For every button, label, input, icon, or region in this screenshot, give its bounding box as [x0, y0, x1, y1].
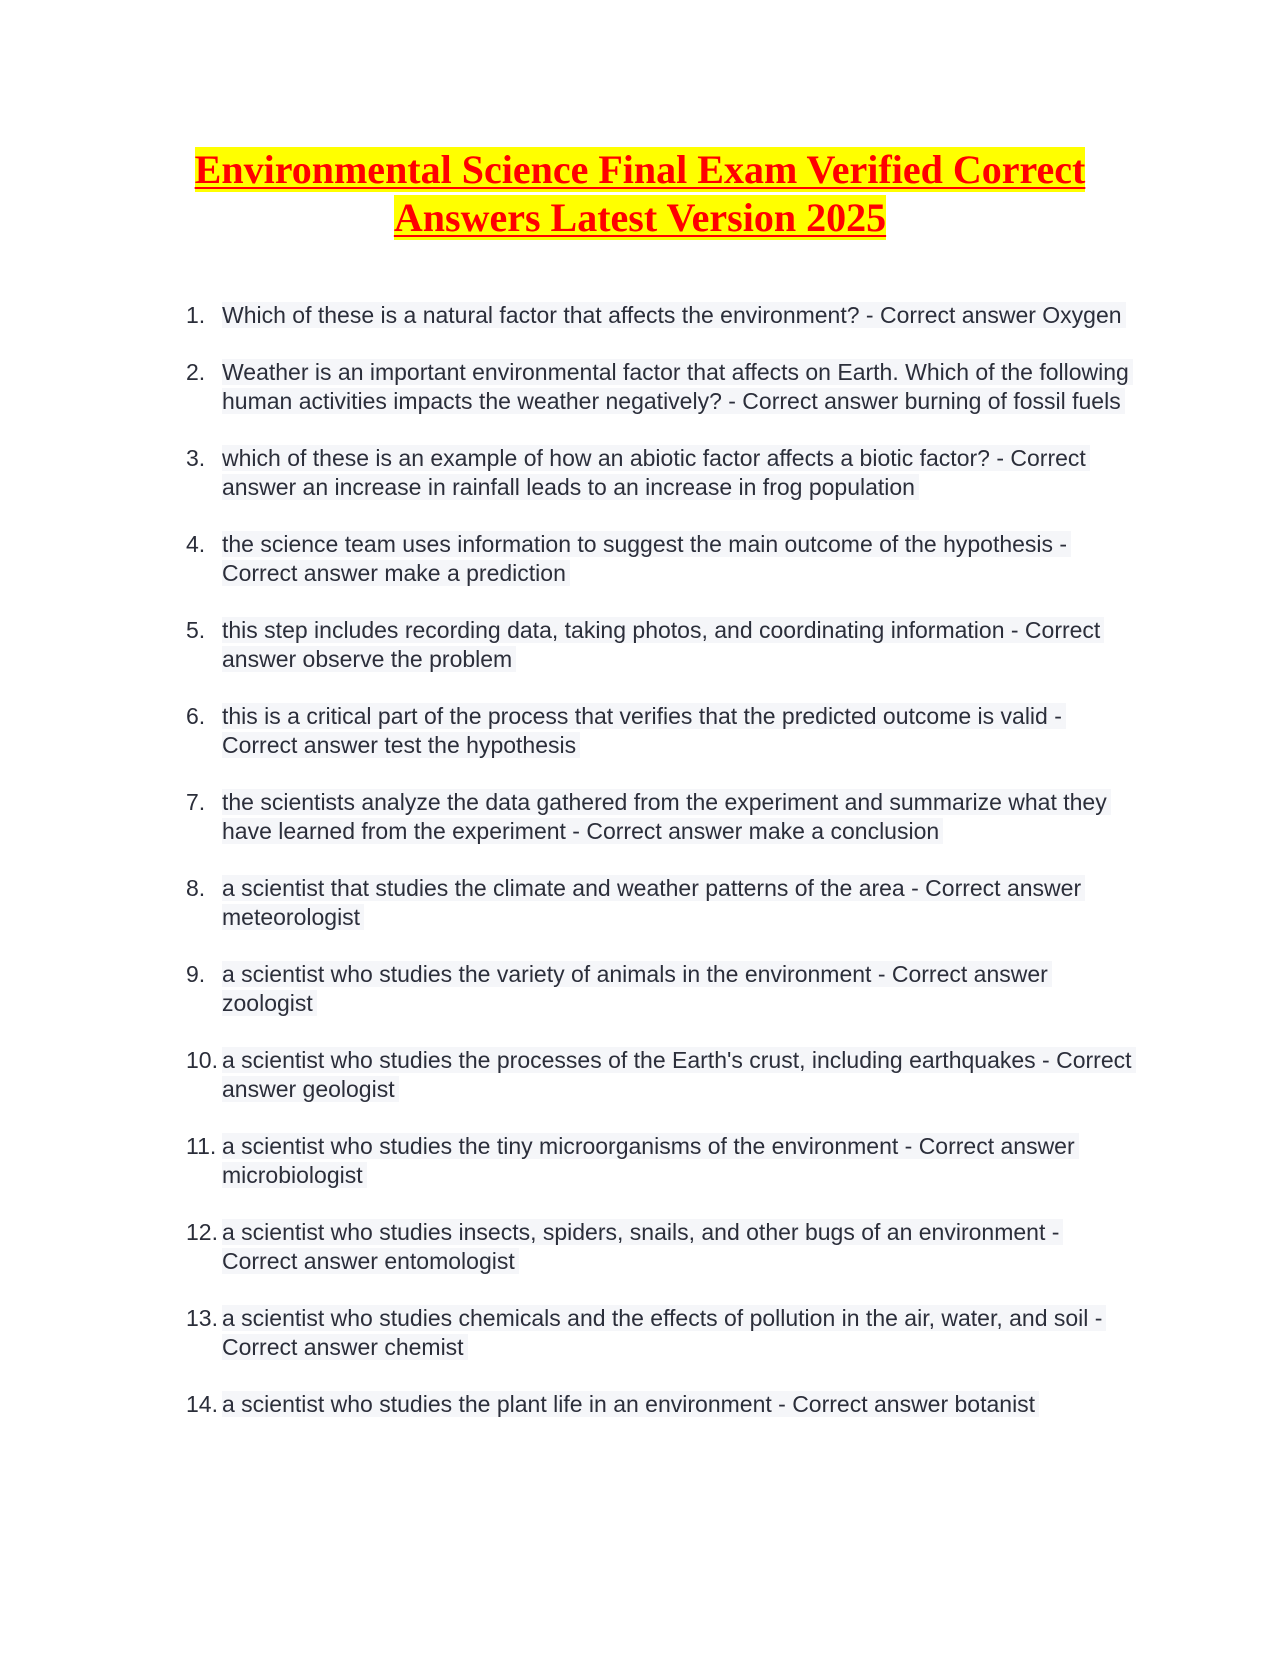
- item-text: the scientists analyze the data gathered from the experiment and summarize what they have learned from the experiment - Correct answer make a conclusion: [222, 789, 1111, 844]
- item-text: a scientist who studies the processes of the Earth's crust, including earthquakes - Correct answer geologist: [222, 1047, 1136, 1102]
- list-item: [182, 1390, 1132, 1419]
- list-item: [182, 788, 1132, 846]
- item-number: 12.: [186, 1219, 218, 1245]
- item-number: 2.: [186, 359, 206, 385]
- item-number: 11.: [186, 1133, 217, 1159]
- item-number: 4.: [186, 531, 206, 557]
- item-text: a scientist who studies insects, spiders, snails, and other bugs of an environment - Correct answer entomologist: [222, 1219, 1063, 1274]
- item-number: 6.: [186, 703, 206, 729]
- item-number: 1.: [186, 302, 206, 328]
- item-text: a scientist who studies the variety of animals in the environment - Correct answer zoologist: [222, 961, 1052, 1016]
- list-item: [182, 1132, 1132, 1190]
- question-list: [182, 301, 1132, 1447]
- item-text: this step includes recording data, taking photos, and coordinating information - Correct answer observe the problem: [222, 617, 1104, 672]
- list-item: [182, 960, 1132, 1018]
- item-text: which of these is an example of how an abiotic factor affects a biotic factor? - Correct answer an increase in rainfall leads to an increase in frog population: [222, 445, 1090, 500]
- item-text: the science team uses information to suggest the main outcome of the hypothesis - Correct answer make a prediction: [222, 531, 1071, 586]
- list-item: [182, 874, 1132, 932]
- item-text: Weather is an important environmental factor that affects on Earth. Which of the following human activities impacts the weather negatively? - Correct answer burning of fossil fuels: [222, 359, 1133, 414]
- item-number: 14.: [186, 1391, 218, 1417]
- item-number: 7.: [186, 789, 206, 815]
- item-number: 5.: [186, 617, 206, 643]
- item-text: a scientist that studies the climate and weather patterns of the area - Correct answer meteorologist: [222, 875, 1085, 930]
- list-item: [182, 1218, 1132, 1276]
- item-text: a scientist who studies the tiny microorganisms of the environment - Correct answer microbiologist: [222, 1133, 1079, 1188]
- item-number: 10.: [186, 1047, 218, 1073]
- item-number: 9.: [186, 961, 206, 987]
- list-item: [182, 702, 1132, 760]
- document-title-text: Environmental Science Final Exam Verified Correct Answers Latest Version 2025: [194, 147, 1086, 240]
- item-text: a scientist who studies the plant life in an environment - Correct answer botanist: [222, 1391, 1039, 1417]
- item-number: 3.: [186, 445, 206, 471]
- list-item: [182, 358, 1132, 416]
- list-item: [182, 1304, 1132, 1362]
- item-number: 8.: [186, 875, 206, 901]
- list-item: [182, 616, 1132, 674]
- item-text: this is a critical part of the process that verifies that the predicted outcome is valid - Correct answer test the hypothesis: [222, 703, 1066, 758]
- document-title: [150, 146, 1130, 242]
- list-item: [182, 530, 1132, 588]
- list-item: [182, 444, 1132, 502]
- list-item: [182, 301, 1132, 330]
- item-text: Which of these is a natural factor that affects the environment? - Correct answer Oxygen: [222, 302, 1126, 328]
- list-item: [182, 1046, 1132, 1104]
- item-text: a scientist who studies chemicals and the effects of pollution in the air, water, and soil - Correct answer chemist: [222, 1305, 1106, 1360]
- item-number: 13.: [186, 1305, 218, 1331]
